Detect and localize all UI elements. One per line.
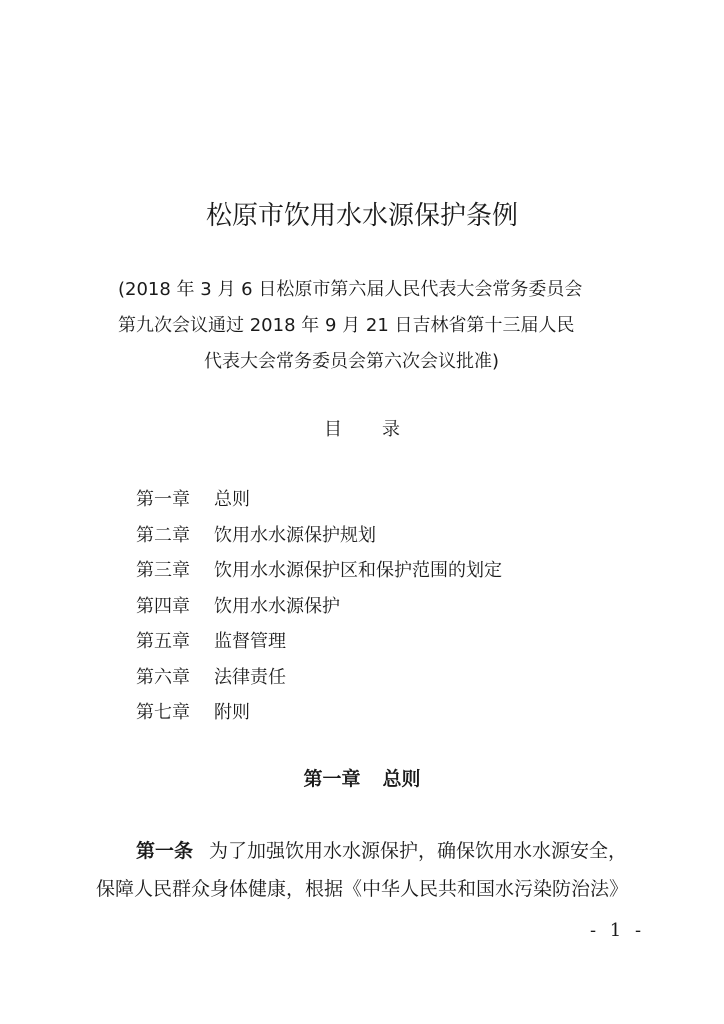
toc-heading: 目录 [324, 419, 440, 440]
chapter-number: 第一章 [303, 768, 361, 790]
toc-item-title: 饮用水水源保护区和保护范围的划定 [214, 560, 502, 581]
chapter-heading [0, 764, 724, 794]
toc-item-number: 第二章 [136, 524, 190, 546]
article-1 [96, 832, 636, 908]
toc-item-chapter-1 [136, 482, 616, 518]
toc-item-chapter-4 [136, 589, 616, 625]
adoption-note [100, 272, 630, 380]
toc-item-chapter-7 [136, 695, 616, 731]
toc-item-chapter-5 [136, 624, 616, 660]
chapter-title: 总则 [382, 768, 421, 790]
toc-item-title: 附则 [214, 702, 250, 723]
toc-item-chapter-3 [136, 553, 616, 589]
toc-item-number: 第一章 [136, 489, 190, 510]
toc-item-number: 第六章 [136, 666, 190, 688]
article-1-line-2: 保障人民群众身体健康，根据《中华人民共和国水污染防治法》 [96, 878, 629, 900]
toc-item-title: 总则 [214, 489, 250, 510]
toc-item-chapter-2 [136, 518, 616, 554]
toc-item-number: 第四章 [136, 595, 190, 617]
page-number: - 1 - [590, 920, 646, 941]
toc-item-number: 第三章 [136, 560, 190, 581]
adoption-note-line-3: 代表大会常务委员会第六次会议批准) [204, 351, 500, 372]
toc-item-number: 第七章 [136, 702, 190, 723]
adoption-note-line-2: 第九次会议通过 2018 年 9 月 21 日吉林省第十三届人民 [118, 315, 575, 336]
toc-item-number: 第五章 [136, 631, 190, 652]
toc-item-chapter-6 [136, 660, 616, 696]
toc-item-title: 法律责任 [214, 666, 286, 688]
toc-item-title: 监督管理 [214, 631, 286, 652]
toc-item-title: 饮用水水源保护规划 [214, 524, 376, 546]
article-label: 第一条 [136, 840, 194, 862]
article-1-text-1: 为了加强饮用水水源保护，确保饮用水水源安全， [209, 840, 628, 862]
document-title: 松原市饮用水水源保护条例 [205, 201, 518, 231]
adoption-note-line-1: (2018 年 3 月 6 日松原市第六届人民代表大会常务委员会 [118, 279, 583, 300]
table-of-contents [136, 482, 616, 731]
article-1-line-1 [96, 832, 636, 870]
toc-item-title: 饮用水水源保护 [214, 595, 340, 617]
